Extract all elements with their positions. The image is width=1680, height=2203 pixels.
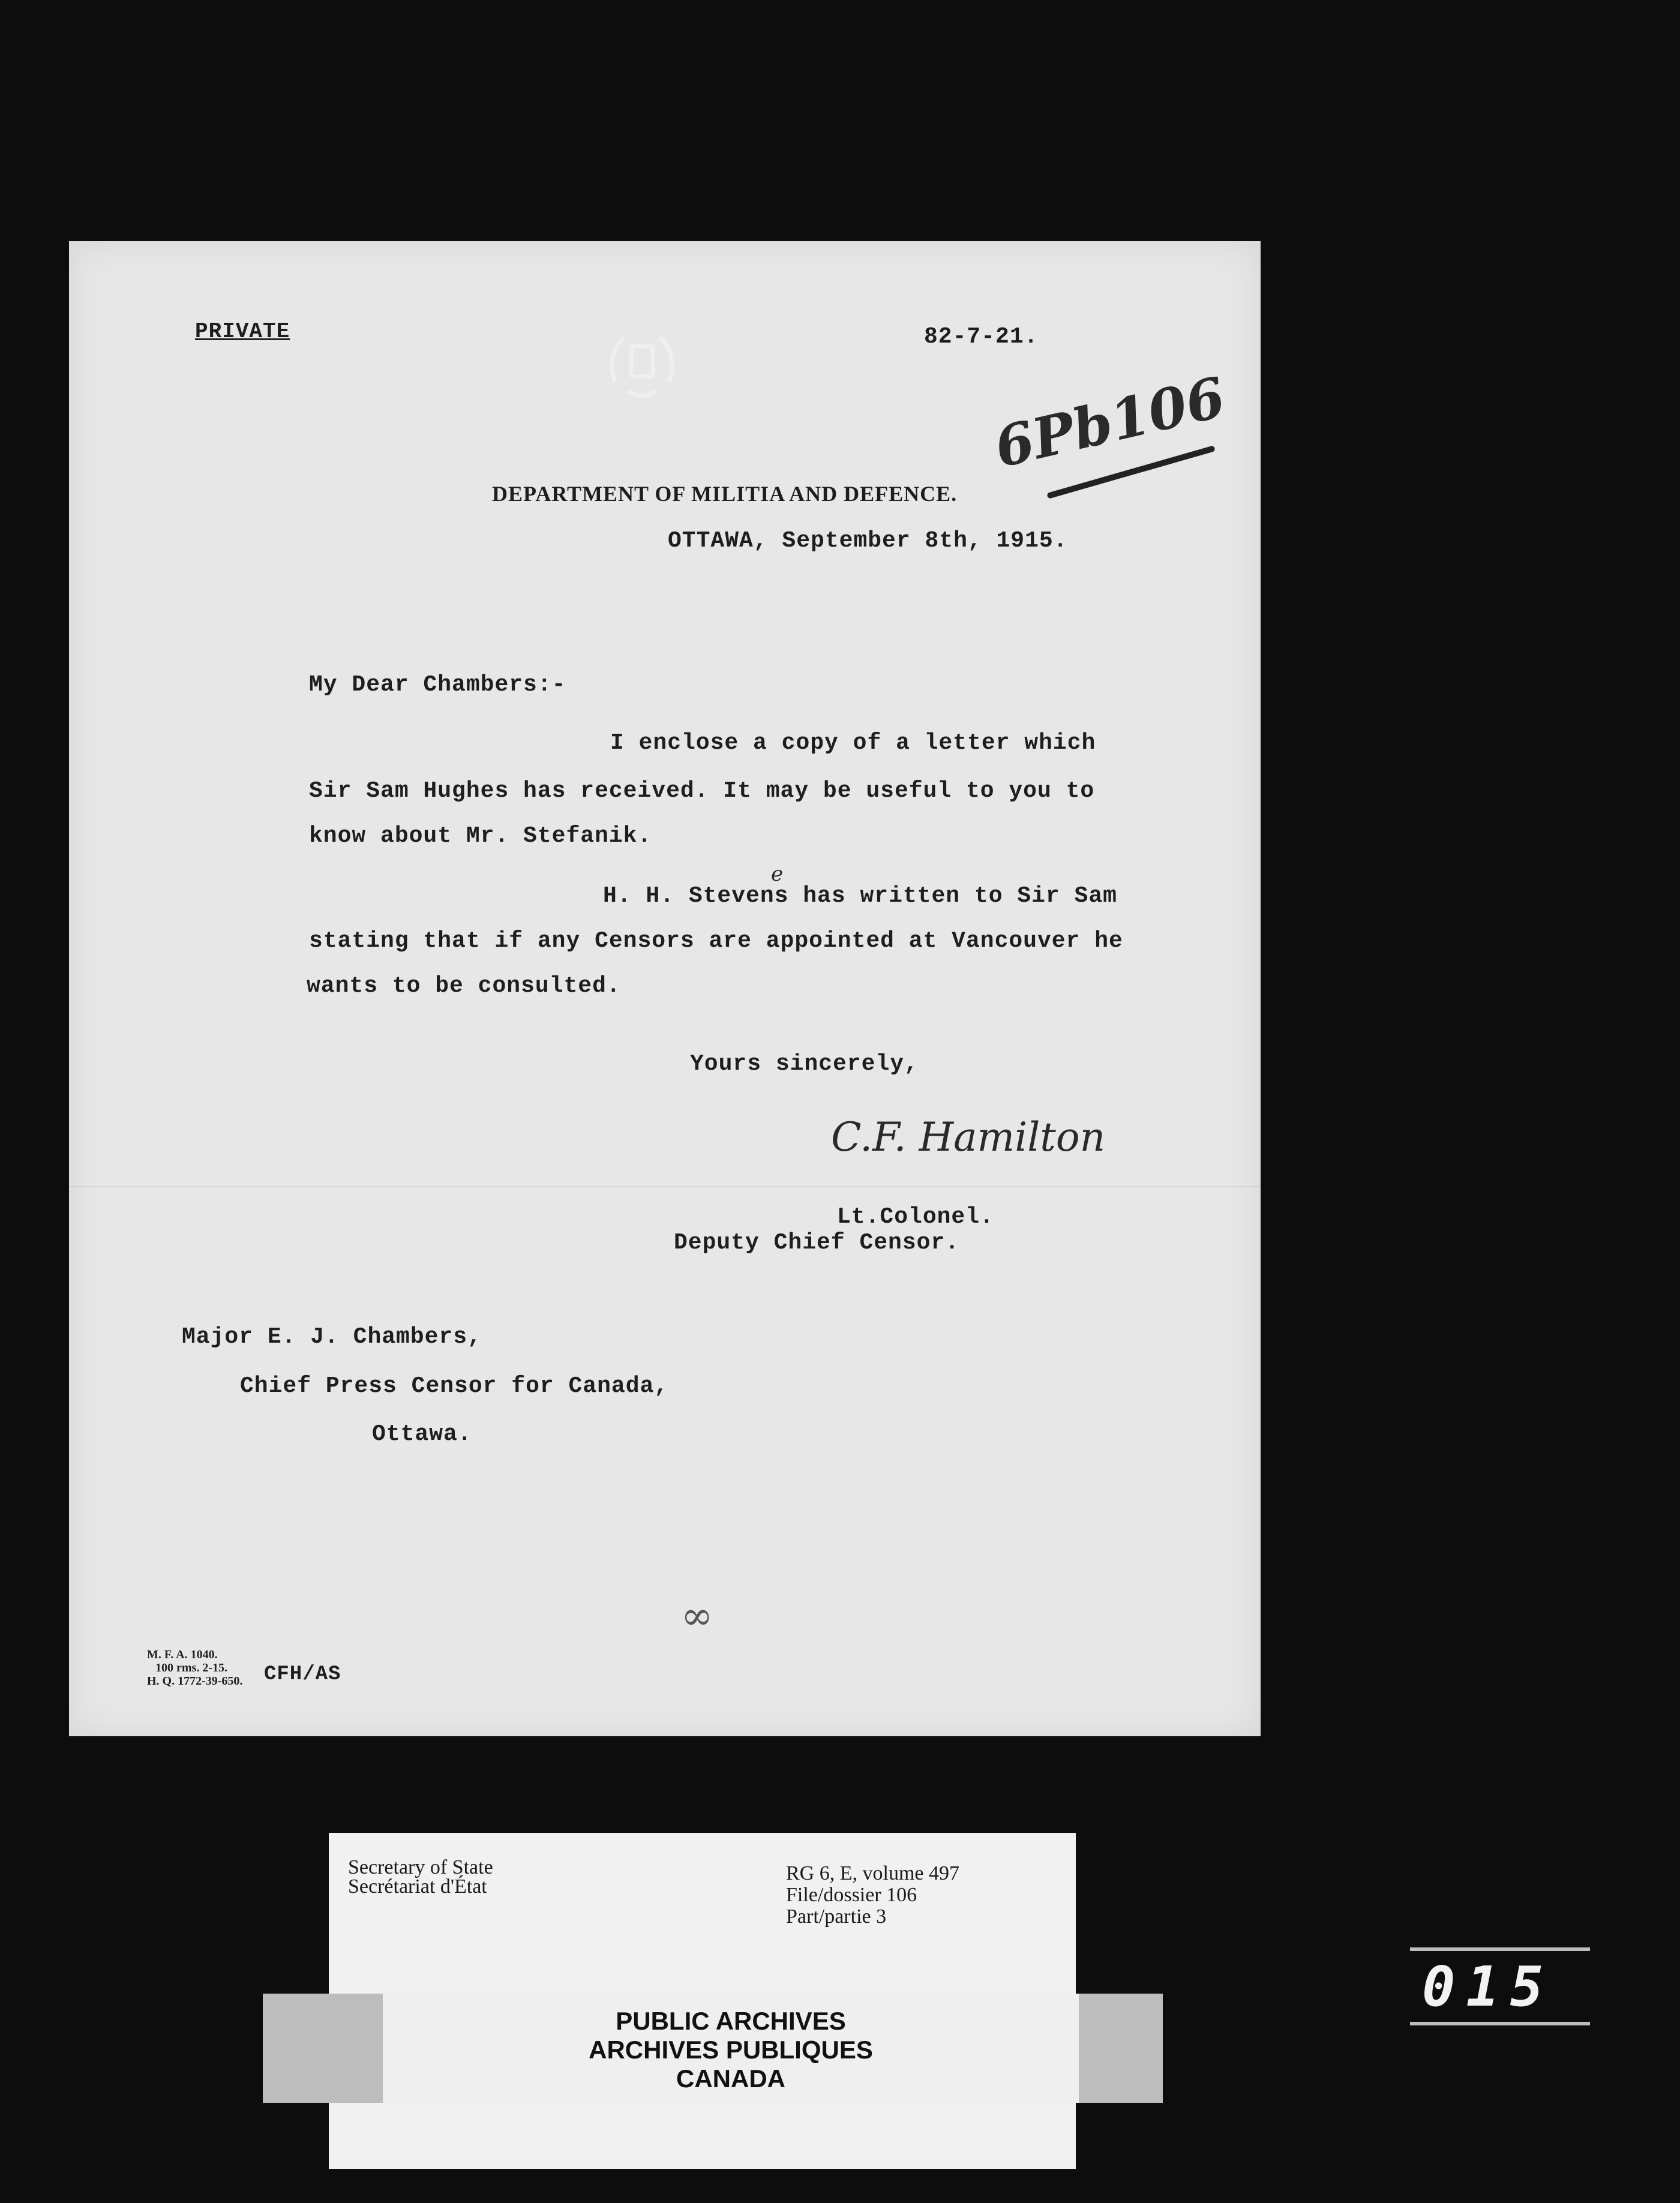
form-code — [147, 1648, 242, 1688]
department-heading: DEPARTMENT OF MILITIA AND DEFENCE. — [492, 482, 958, 506]
recipient-line: Ottawa. — [372, 1421, 472, 1447]
fold-line — [69, 1186, 1261, 1187]
form-code-line: M. F. A. 1040. — [147, 1648, 218, 1661]
archive-card-bottom — [329, 2103, 1076, 2169]
recipient-line: Major E. J. Chambers, — [182, 1324, 482, 1350]
closing: Yours sincerely, — [690, 1051, 919, 1077]
archives-line: CANADA — [676, 2064, 785, 2093]
crest-emboss-icon — [597, 319, 687, 409]
body-line: stating that if any Censors are appointed at Vancouver he — [309, 928, 1123, 954]
typist-initials: CFH/AS — [264, 1663, 341, 1686]
file-annotation: 6Pb106 — [988, 364, 1231, 481]
signature: C.F. Hamilton — [831, 1114, 1106, 1160]
frame-number: 015 — [1422, 1955, 1555, 2019]
record-group: RG 6, E, volume 497 — [786, 1862, 959, 1884]
body-line: H. H. Stevens has written to Sir Sam — [603, 883, 1117, 909]
archives-banner — [263, 1994, 1163, 2103]
place-and-date: OTTAWA, September 8th, 1915. — [668, 528, 1068, 554]
archive-card — [329, 1833, 1076, 1995]
correction-mark: e — [771, 862, 784, 886]
recipient-line: Chief Press Censor for Canada, — [240, 1373, 669, 1399]
pencil-scribble: ∞ — [681, 1594, 713, 1638]
banner-center — [383, 1994, 1079, 2103]
part-number: Part/partie 3 — [786, 1905, 887, 1928]
agency-french: Secrétariat d'État — [348, 1875, 487, 1898]
body-line: know about Mr. Stefanik. — [309, 823, 652, 849]
body-line: I enclose a copy of a letter which — [610, 730, 1096, 756]
body-line: Sir Sam Hughes has received. It may be useful to you to — [309, 778, 1095, 804]
letter-page — [69, 241, 1261, 1736]
archives-line: PUBLIC ARCHIVES — [616, 2007, 846, 2035]
banner-left-tab — [263, 1994, 383, 2103]
file-number: File/dossier 106 — [786, 1884, 917, 1906]
form-code-line: H. Q. 1772-39-650. — [147, 1674, 243, 1688]
signer-rank: Lt.Colonel. — [837, 1204, 994, 1230]
salutation: My Dear Chambers:- — [309, 672, 566, 698]
body-line: wants to be consulted. — [307, 973, 621, 999]
banner-right-tab — [1079, 1994, 1163, 2103]
form-code-line: 100 rms. 2-15. — [155, 1661, 227, 1674]
frame-counter — [1410, 1947, 1590, 2025]
private-label: PRIVATE — [195, 319, 290, 344]
archives-line: ARCHIVES PUBLIQUES — [589, 2036, 873, 2064]
signer-title: Deputy Chief Censor. — [674, 1230, 960, 1256]
agency-english: Secretary of State — [348, 1856, 493, 1878]
reference-number: 82-7-21. — [924, 324, 1039, 350]
